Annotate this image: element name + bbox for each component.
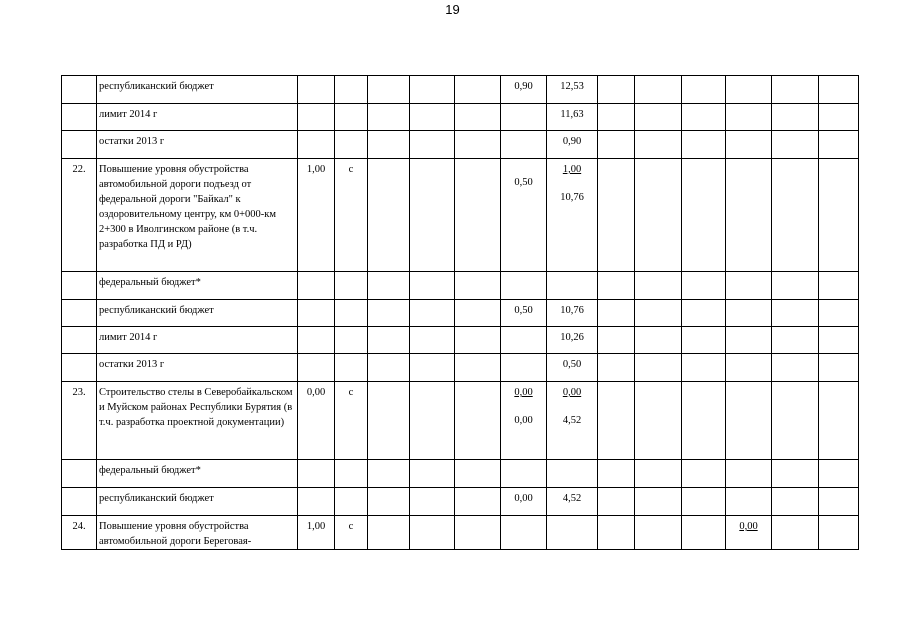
row-number: 23.: [62, 382, 97, 460]
cell: [726, 159, 772, 272]
cell: 0,90: [547, 131, 598, 159]
table-row: [62, 488, 859, 516]
page-number: 19: [445, 2, 460, 17]
cell: [726, 327, 772, 354]
cell: 0,00: [726, 516, 772, 550]
cell: с: [335, 382, 368, 460]
cell-bottom-value: 0,00: [514, 415, 533, 426]
item-name: лимит 2014 г: [97, 104, 298, 131]
row-number: [62, 488, 97, 516]
cell: [335, 76, 368, 104]
table-row: [62, 104, 859, 131]
cell: [726, 104, 772, 131]
row-number: [62, 76, 97, 104]
cell: 0,00: [298, 382, 335, 460]
cell: [501, 354, 547, 382]
item-name: остатки 2013 г: [97, 131, 298, 159]
cell: 0,50: [547, 354, 598, 382]
cell: [298, 327, 335, 354]
cell-top-value: 1,00: [562, 164, 582, 175]
row-number: [62, 300, 97, 327]
cell: с: [335, 516, 368, 550]
cell: [726, 300, 772, 327]
cell: 4,52: [547, 488, 598, 516]
table-row: [62, 516, 859, 550]
cell: [501, 159, 547, 272]
row-number: 22.: [62, 159, 97, 272]
table-row: [62, 76, 859, 104]
cell: [726, 354, 772, 382]
cell: [298, 76, 335, 104]
cell: 0,00: [501, 488, 547, 516]
cell: [547, 516, 598, 550]
row-number: [62, 104, 97, 131]
cell-top-value: 0,00: [514, 387, 533, 398]
cell: [501, 131, 547, 159]
cell-top-value: 0,00: [562, 387, 582, 398]
cell: [726, 382, 772, 460]
cell: 10,76: [547, 300, 598, 327]
cell-bottom-value: 4,52: [562, 415, 582, 426]
cell-bottom-value: 10,76: [560, 192, 584, 203]
item-name: Повышение уровня обустройства автомобильной дороги Береговая-: [97, 516, 298, 550]
cell: 1,00: [298, 159, 335, 272]
row-number: [62, 272, 97, 300]
cell: [501, 272, 547, 300]
cell: [547, 272, 598, 300]
cell: [335, 272, 368, 300]
row-number: [62, 354, 97, 382]
cell: [726, 131, 772, 159]
table-row: [62, 327, 859, 354]
cell: [501, 516, 547, 550]
cell: [501, 460, 547, 488]
table-row: [62, 382, 859, 460]
item-name: республиканский бюджет: [97, 488, 298, 516]
cell: [335, 460, 368, 488]
cell: с: [335, 159, 368, 272]
cell: [547, 382, 598, 460]
cell: [298, 104, 335, 131]
item-name: федеральный бюджет*: [97, 460, 298, 488]
cell: [726, 488, 772, 516]
cell: [726, 272, 772, 300]
cell-bottom-value: 0,50: [514, 177, 533, 188]
row-number: [62, 131, 97, 159]
cell: [335, 488, 368, 516]
item-name: федеральный бюджет*: [97, 272, 298, 300]
table-row: [62, 159, 859, 272]
cell: [335, 327, 368, 354]
item-name: республиканский бюджет: [97, 76, 298, 104]
table-row: [62, 354, 859, 382]
cell: [726, 460, 772, 488]
item-name: республиканский бюджет: [97, 300, 298, 327]
cell: [501, 327, 547, 354]
cell: [335, 300, 368, 327]
cell: 0,50: [501, 300, 547, 327]
table-row: [62, 131, 859, 159]
cell: 10,26: [547, 327, 598, 354]
row-number: [62, 460, 97, 488]
item-name: лимит 2014 г: [97, 327, 298, 354]
cell: [298, 300, 335, 327]
item-name: Строительство стелы в Северобайкальском и Муйском районах Республики Бурятия (в т.ч. разработка проектной документации): [97, 382, 298, 460]
cell: [501, 382, 547, 460]
item-name: Повышение уровня обустройства автомобильной дороги подъезд от федеральной дороги "Байкал" к оздоровительному центру, км 0+000-км 2+300 в Иволгинском районе (в т.ч. разработка ПД и РД): [97, 159, 298, 272]
cell: [298, 488, 335, 516]
cell: [335, 104, 368, 131]
table-row: [62, 460, 859, 488]
row-number: 24.: [62, 516, 97, 550]
table-row: [62, 300, 859, 327]
cell: 11,63: [547, 104, 598, 131]
cell: [335, 131, 368, 159]
item-name: остатки 2013 г: [97, 354, 298, 382]
cell: [298, 272, 335, 300]
cell: [298, 131, 335, 159]
cell: 12,53: [547, 76, 598, 104]
table-row: [62, 272, 859, 300]
cell: 0,90: [501, 76, 547, 104]
cell: [501, 104, 547, 131]
cell: [298, 354, 335, 382]
row-number: [62, 327, 97, 354]
cell: [547, 159, 598, 272]
budget-table: [61, 75, 859, 550]
cell: [547, 460, 598, 488]
cell: [726, 76, 772, 104]
cell: [335, 354, 368, 382]
cell: [298, 460, 335, 488]
cell: 1,00: [298, 516, 335, 550]
